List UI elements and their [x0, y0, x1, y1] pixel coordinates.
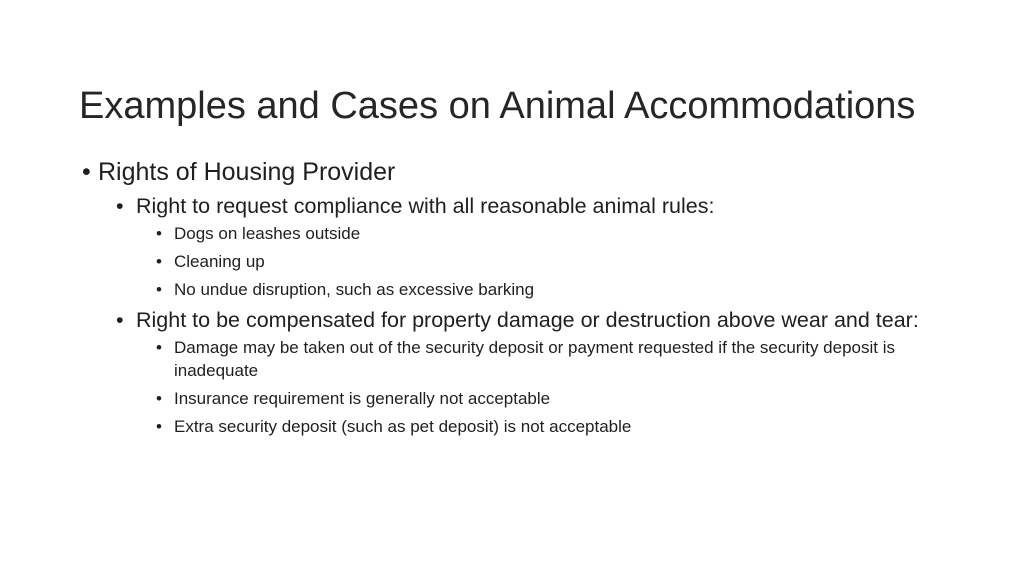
bullet-icon: •: [156, 252, 162, 271]
bullet-item-security-deposit-damage: [156, 336, 962, 382]
bullet-text: No undue disruption, such as excessive barking: [174, 280, 535, 299]
bullet-text: Insurance requirement is generally not acceptable: [174, 389, 551, 408]
bullet-icon: •: [156, 224, 162, 243]
bullet-item-insurance-requirement: [156, 387, 962, 410]
bullet-icon: •: [156, 389, 162, 408]
bullet-icon: •: [116, 194, 124, 218]
bullet-text: Extra security deposit (such as pet deposit) is not acceptable: [174, 417, 632, 436]
bullet-icon: •: [116, 308, 124, 332]
bullet-text: Rights of Housing Provider: [98, 158, 396, 186]
bullet-text: Damage may be taken out of the security deposit or payment requested if the security deposit is inadequate: [174, 338, 895, 380]
bullet-text: Dogs on leashes outside: [174, 224, 361, 243]
bullet-item-rights-of-housing-provider: [82, 156, 962, 188]
bullet-item-dogs-on-leashes: [156, 222, 962, 245]
bullet-text: Right to be compensated for property damage or destruction above wear and tear:: [136, 308, 919, 332]
bullet-item-no-undue-disruption: [156, 278, 962, 301]
bullet-icon: •: [156, 417, 162, 436]
bullet-list: [82, 156, 962, 443]
bullet-item-request-compliance: [116, 192, 962, 220]
bullet-text: Right to request compliance with all reasonable animal rules:: [136, 194, 715, 218]
slide-title: Examples and Cases on Animal Accommodations: [79, 85, 916, 127]
bullet-icon: •: [82, 158, 91, 186]
bullet-icon: •: [156, 280, 162, 299]
bullet-item-extra-security-deposit: [156, 415, 962, 438]
bullet-text: Cleaning up: [174, 252, 265, 271]
bullet-item-cleaning-up: [156, 250, 962, 273]
bullet-icon: •: [156, 338, 162, 357]
bullet-item-right-to-be-compensated: [116, 306, 962, 334]
